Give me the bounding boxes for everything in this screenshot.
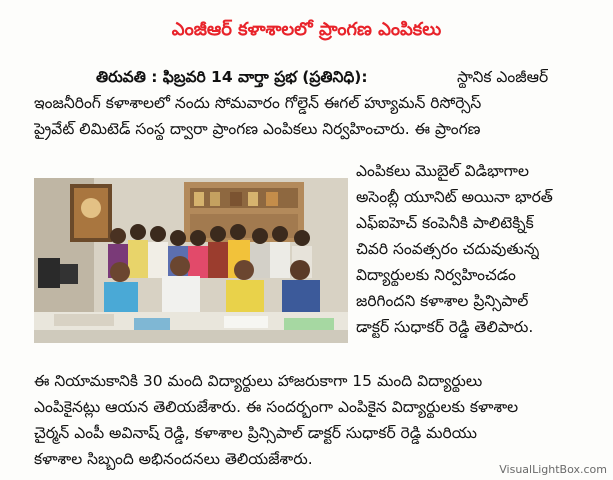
article-line-5: అసెంబ్లీ యూనిట్ అయినా భారత్ <box>356 188 553 206</box>
article-line-8: విద్యార్థులకు నిర్వహించడం <box>356 266 516 284</box>
article-dateline: తిరువతి : ఫిబ్రవరి 14 వార్తా ప్రభ (ప్రతినిధి): <box>96 68 368 86</box>
article-line-1: స్థానిక ఎంజీఆర్ <box>457 68 549 86</box>
article-line-10: డాక్టర్ సుధాకర్ రెడ్డి తెలిపారు. <box>356 318 534 336</box>
watermark-text: VisualLightBox.com <box>499 463 607 476</box>
article-line-12: ఎంపికైనట్లు ఆయన తెలియజేశారు. ఈ సందర్భంగా ఎంపికైన విద్యార్థులకు కళాశాల <box>34 398 519 416</box>
article-line-11: ఈ నియామకానికి 30 మంది విద్యార్థులు హాజరుకాగా 15 మంది విద్యార్థులు <box>34 372 483 390</box>
article-line-9: జరిగిందని కళాశాల ప్రిన్సిపాల్ <box>356 292 529 310</box>
group-photo <box>34 178 348 343</box>
article-headline: ఎంజీఆర్ కళాశాలలో ప్రాంగణ ఎంపికలు <box>171 18 442 40</box>
article-line-14: కళాశాల సిబ్బంది అభినందనలు తెలియజేశారు. <box>34 450 313 468</box>
article-line-2: ఇంజనీరింగ్ కళాశాలలో నందు సోమవారం గోల్డెన్ ఈగల్ హ్యూమన్ రిసోర్సెస్ <box>34 94 482 112</box>
article-line-4: ఎంపికలు మొబైల్ విడిభాగాల <box>356 162 529 180</box>
article-line-3: ప్రైవేట్ లిమిటెడ్ సంస్థ ద్వారా ప్రాంగణ ఎంపికలు నిర్వహించారు. ఈ ప్రాంగణ <box>34 120 481 138</box>
article-line-13: చైర్మన్ ఎంపీ అవినాష్ రెడ్డి, కళాశాల ప్రిన్సిపాల్ డాక్టర్ సుధాకర్ రెడ్డి మరియు <box>34 424 478 442</box>
article-line-7: చివరి సంవత్సరం చదువుతున్న <box>356 240 540 258</box>
article-line-6: ఎఫ్ఐహెచ్ కంపెనీకి పాలిటెక్నిక్ <box>356 214 534 232</box>
